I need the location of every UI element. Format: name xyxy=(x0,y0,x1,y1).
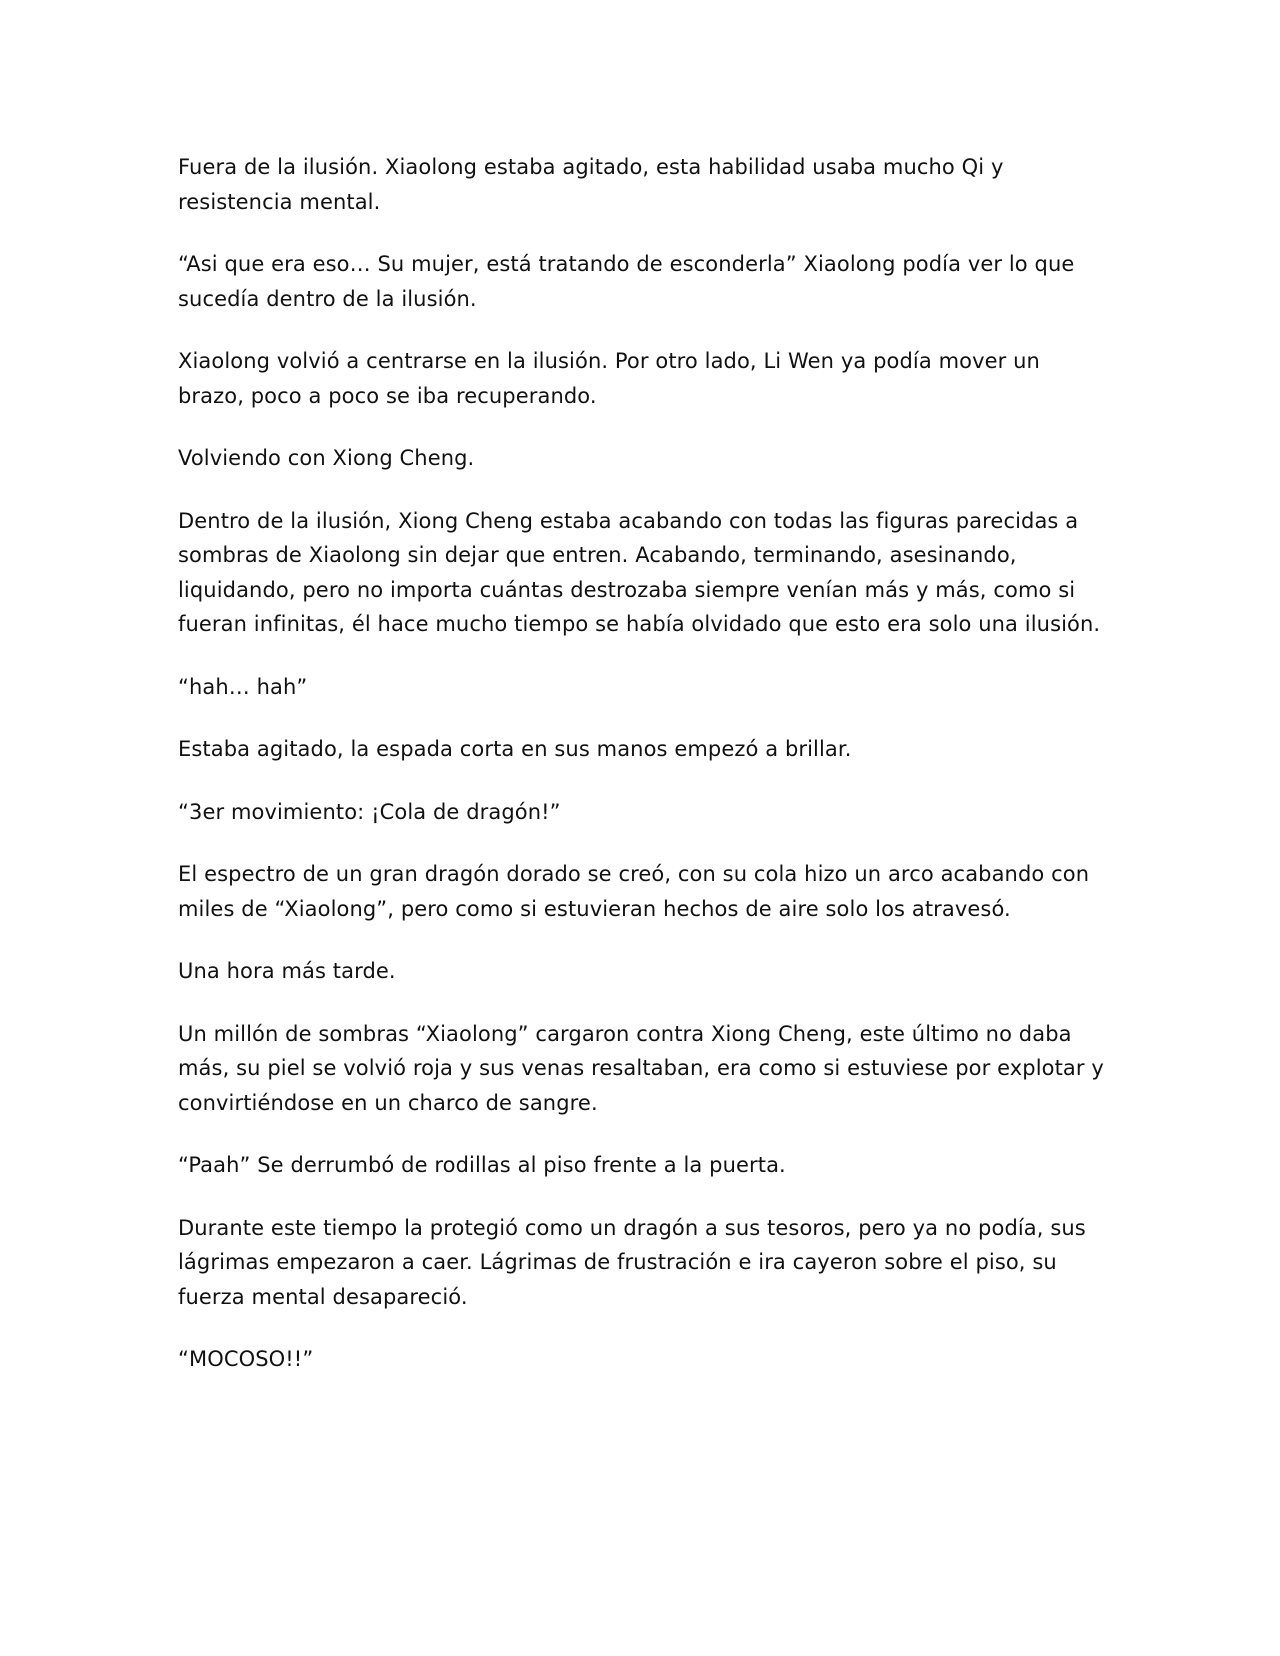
paragraph-6: “hah… hah” xyxy=(178,674,308,699)
paragraph-8: “3er movimiento: ¡Cola de dragón!” xyxy=(178,799,561,824)
paragraph-10: Una hora más tarde. xyxy=(178,959,396,983)
paragraph-4: Volviendo con Xiong Cheng. xyxy=(178,446,475,470)
paragraph-9: El espectro de un gran dragón dorado se creó, con su cola hizo un arco acabando con miles de “Xiaolong”, pero como si estuvieran hechos de aire solo los atravesó. xyxy=(178,862,1090,921)
paragraph-3: Xiaolong volvió a centrarse en la ilusión. Por otro lado, Li Wen ya podía mover un brazo, poco a poco se iba recuperando. xyxy=(178,349,1040,408)
paragraph-7: Estaba agitado, la espada corta en sus manos empezó a brillar. xyxy=(178,737,852,761)
paragraph-11: Un millón de sombras “Xiaolong” cargaron contra Xiong Cheng, este último no daba más, su piel se volvió roja y sus venas resaltaban, era como si estuviese por explotar y convirtiéndose en un charco de sangre. xyxy=(178,1021,1104,1115)
paragraph-14: “MOCOSO!!” xyxy=(178,1347,314,1371)
paragraph-2: “Asi que era eso… Su mujer, está tratando de esconderla” Xiaolong podía ver lo que sucedía dentro de la ilusión. xyxy=(178,252,1075,311)
paragraph-1: Fuera de la ilusión. Xiaolong estaba agitado, esta habilidad usaba mucho Qi y resistencia mental. xyxy=(178,155,1004,214)
paragraph-12: “Paah” Se derrumbó de rodillas al piso frente a la puerta. xyxy=(178,1153,786,1177)
document-body xyxy=(178,150,1108,1405)
paragraph-5: Dentro de la ilusión, Xiong Cheng estaba acabando con todas las figuras parecidas a sombras de Xiaolong sin dejar que entren. Acabando, terminando, asesinando, liquidando, pero no importa cuántas destrozaba siempre venían más y más, como si fueran infinitas, él hace mucho tiempo se había olvidado que esto era solo una ilusión. xyxy=(178,508,1101,636)
paragraph-13: Durante este tiempo la protegió como un dragón a sus tesoros, pero ya no podía, sus lágrimas empezaron a caer. Lágrimas de frustración e ira cayeron sobre el piso, su fuerza mental desapareció. xyxy=(178,1215,1086,1309)
